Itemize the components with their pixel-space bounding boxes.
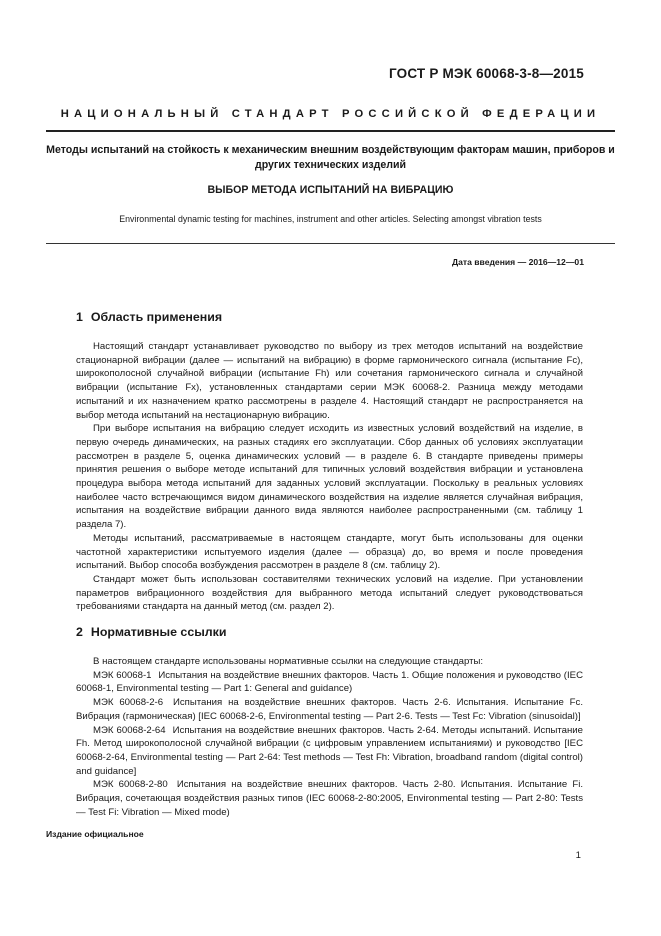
english-title: Environmental dynamic testing for machines, instrument and other articles. Selecting amongst vibration tests — [119, 214, 542, 224]
document-number: ГОСТ Р МЭК 60068-3-8—2015 — [388, 66, 584, 81]
reference-item — [76, 696, 583, 723]
reference-text: Испытания на воздействие внешних факторов. Часть 2-80. Испытания. Испытание Fi. Вибрация, сочетающая воздействия разных типов (IEC 60068-2-80:2005, Environmental testing — Part 2-80: Tests — Test Fi: Vibration — Mixed mode) — [76, 779, 583, 818]
reference-item — [76, 778, 583, 819]
paragraph: Стандарт может быть использован составителями технических условий на изделие. При установлении параметров вибрационного воздействия для выбранного метода испытаний следует руководствоваться требованиями стандарта на данный метод (см. раздел 2). — [76, 573, 583, 613]
national-standard-banner: НАЦИОНАЛЬНЫЙ СТАНДАРТ РОССИЙСКОЙ ФЕДЕРАЦИИ — [60, 108, 601, 120]
section-title: Нормативные ссылки — [90, 625, 227, 640]
introduction-date: Дата введения — 2016—12—01 — [451, 257, 584, 267]
paragraph: Методы испытаний, рассматриваемые в настоящем стандарте, могут быть использованы для оценки частотной характеристики испытуемого изделия (далее — образца) до, во время и после проведения испытаний. Выбор способа возбуждения рассмотрен в разделе 8 (см. таблицу 2). — [76, 532, 583, 572]
section-2-heading — [76, 625, 583, 639]
paragraph: При выборе испытания на вибрацию следует исходить из известных условий воздействий на изделие, в первую очередь динамических, на разных стадиях его эксплуатации. Сбор данных об условиях эксплуатации рассмотрен в разделе 5, оценка динамических условий — в разделе 6. В стандарте приведены примеры принятия решения о выборе методе испытаний для типичных условий воздействия вибрации и установлена процедура выбора метода испытаний для заданных условий эксплуатации. Поскольку в реальных условиях наиболее часто встречающимся видом динамического воздействия на изделие является случайная вибрация, испытания на воздействие вибрации данного вида являются наиболее распространенными (см. таблицу 1 раздела 7). — [76, 423, 583, 531]
reference-code: МЭК 60068-1 — [93, 669, 152, 681]
document-subtitle: ВЫБОР МЕТОДА ИСПЫТАНИЙ НА ВИБРАЦИЮ — [207, 184, 454, 196]
reference-text: Испытания на воздействие внешних факторов. Часть 1. Общие положения и руководство (IEC 60068-1, Environmental testing — Part 1: General and guidance) — [76, 669, 583, 695]
title-rule — [46, 243, 615, 244]
reference-text: Испытания на воздействие внешних факторов. Часть 2-64. Методы испытаний. Испытание Fh. Метод широкополосной случайной вибрации (с цифровым управлением испытаниями) и руководство [IEC 60068-2-64, Environmental testing — Part 2-64: Test methods — Test Fh: Vibration, broadband random (digital control) and guidance] — [76, 724, 583, 777]
document-title: Методы испытаний на стойкость к механическим внешним воздействующим факторам машин, приборов и других технических изделий — [46, 144, 615, 171]
paragraph: В настоящем стандарте использованы нормативные ссылки на следующие стандарты: — [93, 656, 484, 668]
header-rule — [46, 130, 615, 132]
reference-text: Испытания на воздействие внешних факторов. Часть 2-6. Испытания. Испытание Fc. Вибрация (гармоническая) [IEC 60068-2-6, Environmental testing — Part 2-6. Tests — Test Fc: Vibration (sinusoidal)] — [76, 697, 583, 722]
page-number: 1 — [575, 850, 581, 861]
reference-code: МЭК 60068-2-6 — [93, 697, 164, 709]
reference-code: МЭК 60068-2-64 — [93, 724, 166, 736]
paragraph: Настоящий стандарт устанавливает руководство по выбору из трех методов испытаний на воздействие стационарной вибрации (далее — испытаний на вибрацию) в форме гармонического сигнала (испытание Fc), широкополосной случайной вибрации (испытание Fh) или сочетания гармонического сигнала и случайной вибрации (испытание Fx), установленных стандартами серии МЭК 60068-2. Разница между методами испытаний и их назначением кратко рассмотрены в разделе 4. Настоящий стандарт не распространяется на выбор метода испытаний на нестационарную вибрацию. — [76, 341, 583, 421]
section-1-heading — [76, 310, 583, 324]
section-number: 1 — [76, 310, 83, 324]
reference-code: МЭК 60068-2-80 — [93, 779, 168, 791]
document-body — [76, 300, 583, 820]
section-title: Область применения — [90, 310, 223, 324]
section-number: 2 — [76, 625, 83, 640]
reference-item — [76, 724, 583, 779]
reference-item — [76, 669, 583, 696]
edition-label: Издание официальное — [46, 829, 144, 839]
